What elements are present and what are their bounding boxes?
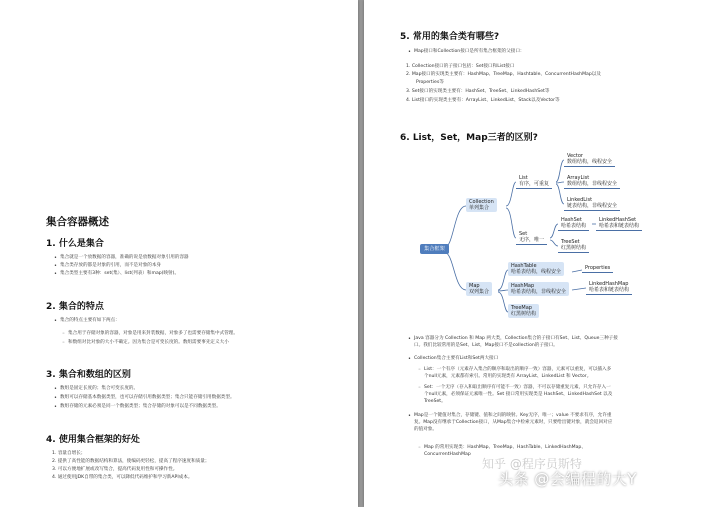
list-item: 1. Collection接口的子接口包括：Set接口和List接口	[406, 64, 515, 69]
mindmap-node-collection	[466, 198, 497, 212]
list-item: • 集合类存放的都是对象的引用，而不是对象的本身	[60, 263, 161, 269]
mindmap-node-set	[516, 230, 547, 245]
node-title: Collection	[469, 199, 494, 205]
section-1-heading: 1. 什么是集合	[46, 239, 104, 249]
collection-framework-mindmap	[420, 148, 662, 324]
mindmap-node-arraylist	[564, 174, 620, 189]
list-item-continuation: 口。我们比较常用的是Set、List，Map接口不是collection的子接口。	[414, 343, 558, 348]
list-item: • 数组是固定长度的；集合可变长度的。	[60, 386, 138, 392]
list-item: • 集合就是一个放数据的容器，准确的说是放数据对象引用的容器	[60, 255, 189, 261]
section-4-heading: 4. 使用集合框架的好处	[46, 435, 140, 445]
node-desc: 数组结构，线程安全	[567, 159, 613, 165]
node-title: Vector	[567, 153, 583, 159]
mindmap-node-hashtable	[508, 262, 564, 276]
mindmap-node-list	[516, 174, 552, 189]
mindmap-node-map	[466, 282, 492, 296]
node-title: TreeSet	[561, 239, 580, 245]
node-title: Set	[519, 231, 528, 237]
mindmap-node-treemap	[508, 304, 539, 318]
node-title: TreeMap	[511, 305, 532, 311]
left-page	[0, 0, 358, 507]
list-item: • 集合类型主要有3种：set(集）、list(列表）和map(映射)。	[60, 271, 179, 277]
list-item-continuation: 个null元素，元素都有索引。常用的实现类有 ArrayList、LinkedList 和 Vector。	[424, 374, 592, 379]
node-desc: 链表结构，非线程安全	[567, 203, 618, 209]
list-item: ◦ 集合用于存储对象的容器，对象是用来封装数据，对象多了也需要存储集中式管理。	[68, 331, 238, 337]
mindmap-root: 集合框架	[420, 244, 449, 254]
node-desc: 哈希表结构	[561, 223, 587, 229]
list-item: • Map是一个键值对集合，存储键、值和之间的映射。Key无序，唯一；value 不要求有序，允许重	[414, 413, 611, 419]
list-item: ◦ Set：一个无序（存入和取出顺序有可能不一致）容器，不可以存储重复元素，只允许存入一	[424, 385, 611, 391]
mindmap-node-vector	[564, 152, 615, 167]
list-item: Properties等	[416, 80, 444, 85]
mindmap-node-hashset	[558, 216, 589, 231]
list-item: 4. List接口的实现类主要有：ArrayList、LinkedList、Stack以及Vector等	[406, 98, 560, 103]
node-desc: 数组结构，非线程安全	[567, 181, 618, 187]
node-desc: 哈希表结构，非线程安全	[511, 289, 567, 295]
node-title: HashTable	[511, 263, 537, 269]
list-item-continuation: 的值对象。	[414, 427, 437, 432]
list-item: ◦ 和数组对比对象的大小不确定。因为集合是可变长度的。数组需要事先定义大小	[68, 340, 229, 346]
section-2-heading: 2. 集合的特点	[46, 302, 104, 312]
list-item: ◦ List：一个有序（元素存入集合的顺序和取出的顺序一致）容器，元素可以重复，可以插入多	[424, 367, 611, 373]
list-item: ◦ Map 的常用实现类：HashMap、TreeMap、HashTable、LinkedHashMap、	[424, 445, 586, 451]
list-item: 2. 提供了高性能的数据结构和算法，使编码更轻松，提高了程序速度和质量；	[52, 459, 210, 464]
node-desc: 哈希表结构，线程安全	[511, 269, 562, 275]
node-desc: 哈希表和链表结构	[589, 287, 630, 293]
node-desc: 无序，唯一	[519, 237, 545, 243]
list-item: 1. 容量自增长；	[52, 451, 86, 456]
page-title: 集合容器概述	[46, 216, 109, 228]
list-item-continuation: TreeSet。	[424, 399, 446, 404]
mindmap-node-treeset	[558, 238, 589, 253]
list-item: 3. 可以方便地扩展或改写集合，提高代码复用性和可操作性。	[52, 467, 178, 472]
node-desc: 有序，可重复	[519, 181, 550, 187]
node-title: HashMap	[511, 283, 535, 289]
mindmap-node-linkedhashmap	[586, 280, 632, 295]
mindmap-node-linkedlist	[564, 196, 620, 211]
list-item: 2. Map接口的实现类主要有：HashMap、TreeMap、Hashtable、ConcurrentHashMap以及	[406, 72, 601, 77]
section-6-heading: 6. List，Set，Map三者的区别?	[400, 133, 538, 143]
section-3-heading: 3. 集合和数组的区别	[46, 370, 131, 380]
list-item: • Collection集合主要有List和Set两大接口	[414, 356, 498, 362]
watermark-faint: 知乎 @程序员斯特	[482, 457, 582, 471]
node-desc: 哈希表和链表结构	[599, 223, 640, 229]
list-item: • Map接口和Collection接口是所有集合框架的父接口：	[414, 49, 525, 55]
node-title: LinkedHashSet	[599, 217, 637, 223]
list-item: • 集合的特点主要有如下两点：	[60, 318, 120, 324]
node-title: ArrayList	[567, 175, 590, 181]
list-item: • 数组存储的元素必须是同一个数据类型；集合存储的对象可以是不同数据类型。	[60, 404, 221, 410]
node-desc: 双列集合	[469, 289, 490, 295]
node-title: LinkedList	[567, 197, 593, 203]
node-desc: 红黑树结构	[511, 311, 537, 317]
node-title: LinkedHashMap	[589, 281, 629, 287]
list-item-continuation: 个null元素，必须保证元素唯一性。Set 接口常用实现类是 HashSet、LinkedHashSet 以及	[424, 392, 613, 397]
node-desc: 单列集合	[469, 205, 490, 211]
list-item: • Java 容器分为 Collection 和 Map 两大类，Collection集合的子接口有Set、List、Queue三种子接	[414, 336, 618, 342]
list-item: • 数组可以存储基本数据类型，也可以存储引用数据类型；集合只能存储引用数据类型。	[60, 395, 235, 401]
node-desc: 红黑树结构	[561, 245, 587, 251]
node-title: List	[519, 175, 528, 181]
node-title: HashSet	[561, 217, 582, 223]
node-title: Map	[469, 283, 480, 289]
list-item: 3. Set接口的实现类主要有：HashSet、TreeSet、LinkedHashSet等	[406, 89, 550, 94]
mindmap-node-properties: Properties	[582, 264, 613, 273]
list-item-continuation: ConcurrentHashMap	[424, 452, 471, 457]
list-item: 4. 通过使用JDK自带的集合类，可以降低代码维护和学习新API成本。	[52, 475, 193, 480]
list-item-continuation: 复。Map没有继承于Collection接口，从Map集合中检索元素时，只要给出键对象，就会返回对应	[414, 420, 613, 425]
mindmap-node-hashmap	[508, 282, 569, 296]
mindmap-node-linkedhashset	[596, 216, 642, 231]
watermark: 头条 @会编程的大Y	[498, 470, 637, 488]
section-5-heading: 5. 常用的集合类有哪些?	[400, 32, 500, 42]
